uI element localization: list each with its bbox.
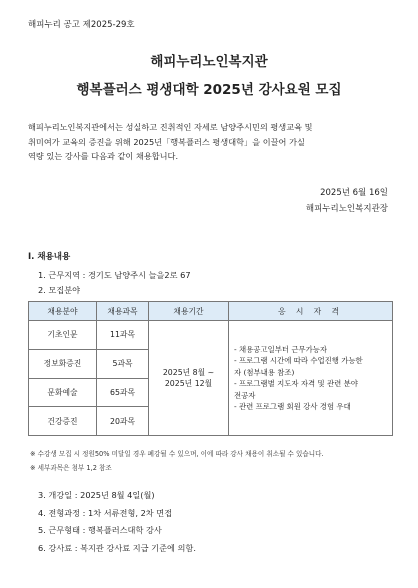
section-title: Ⅰ. 채용내용 [28, 252, 71, 262]
period-cell [149, 321, 229, 436]
table-row [29, 321, 393, 350]
row-field: 기초인문 [29, 321, 97, 350]
qualification-cell [229, 321, 393, 436]
row-subjects: 65과목 [97, 378, 149, 407]
fee-item: 6. 강사료 : 복지관 강사료 지급 기준에 의함. [38, 543, 196, 553]
intro-line: 취미여가 교육의 증진을 위해 2025년「행복플러스 평생대학」을 이끌어 가실 [28, 136, 305, 147]
employment-type-item: 5. 근무형태 : 행복플러스대학 강사 [38, 525, 162, 535]
period-line: 2025년 8월 ~ [162, 368, 215, 377]
row-subjects: 11과목 [97, 321, 149, 350]
qualification-line: - 프로그램별 지도자 자격 및 관련 분야 [234, 379, 358, 388]
row-field: 건강증진 [29, 407, 97, 436]
qualification-line: 자 (첨부내용 참조) [234, 367, 295, 377]
qualification-line: - 프로그램 시간에 따라 수업진행 가능한 [234, 356, 363, 365]
qualification-line: - 채용공고일부터 근무가능자 [234, 344, 328, 354]
row-field: 정보화증진 [29, 349, 97, 378]
intro-line: 해피누리노인복지관에서는 성실하고 진취적인 자세로 남양주시민의 평생교육 및 [28, 122, 313, 132]
row-field: 문화예술 [29, 378, 97, 407]
header-field: 채용분야 [29, 302, 97, 321]
notice-signatory: 해피누리노인복지관장 [305, 204, 388, 214]
recruitment-table [28, 301, 393, 436]
org-title: 해피누리노인복지관 [150, 54, 268, 70]
header-period: 채용기간 [149, 302, 229, 321]
notice-number: 해피누리 공고 제2025-29호 [28, 20, 135, 30]
start-date-item: 3. 개강일 : 2025년 8월 4일(월) [38, 490, 155, 500]
header-subjects: 채용과목 [97, 302, 149, 321]
period-line: 2025년 12월 [164, 379, 213, 388]
note-cancellation: ※ 수강생 모집 시 정원50% 미달일 경우 폐강될 수 있으며, 이에 따라 강사 채용이 취소될 수 있습니다. [30, 450, 324, 458]
qualification-line: - 관련 프로그램 회원 강사 경험 우대 [234, 402, 351, 411]
header-qualification: 응 시 자 격 [229, 302, 393, 321]
location-item: 1. 근무지역 : 경기도 남양주시 늘을2로 67 [38, 270, 191, 280]
note-attachment: ※ 세부과목은 첨부 1,2 참조 [30, 464, 112, 472]
intro-paragraph [28, 120, 390, 164]
table-header-row [29, 302, 393, 321]
notice-title: 행복플러스 평생대학 2025년 강사요원 모집 [76, 82, 342, 98]
row-subjects: 20과목 [97, 407, 149, 436]
selection-process-item: 4. 전형과정 : 1차 서류전형, 2차 면접 [38, 508, 173, 518]
field-item: 2. 모집분야 [38, 285, 81, 295]
qualification-line: 전공자 [234, 390, 256, 400]
intro-line: 역량 있는 강사를 다음과 같이 채용합니다. [28, 151, 179, 161]
notice-date: 2025년 6월 16일 [320, 188, 388, 198]
row-subjects: 5과목 [97, 349, 149, 378]
